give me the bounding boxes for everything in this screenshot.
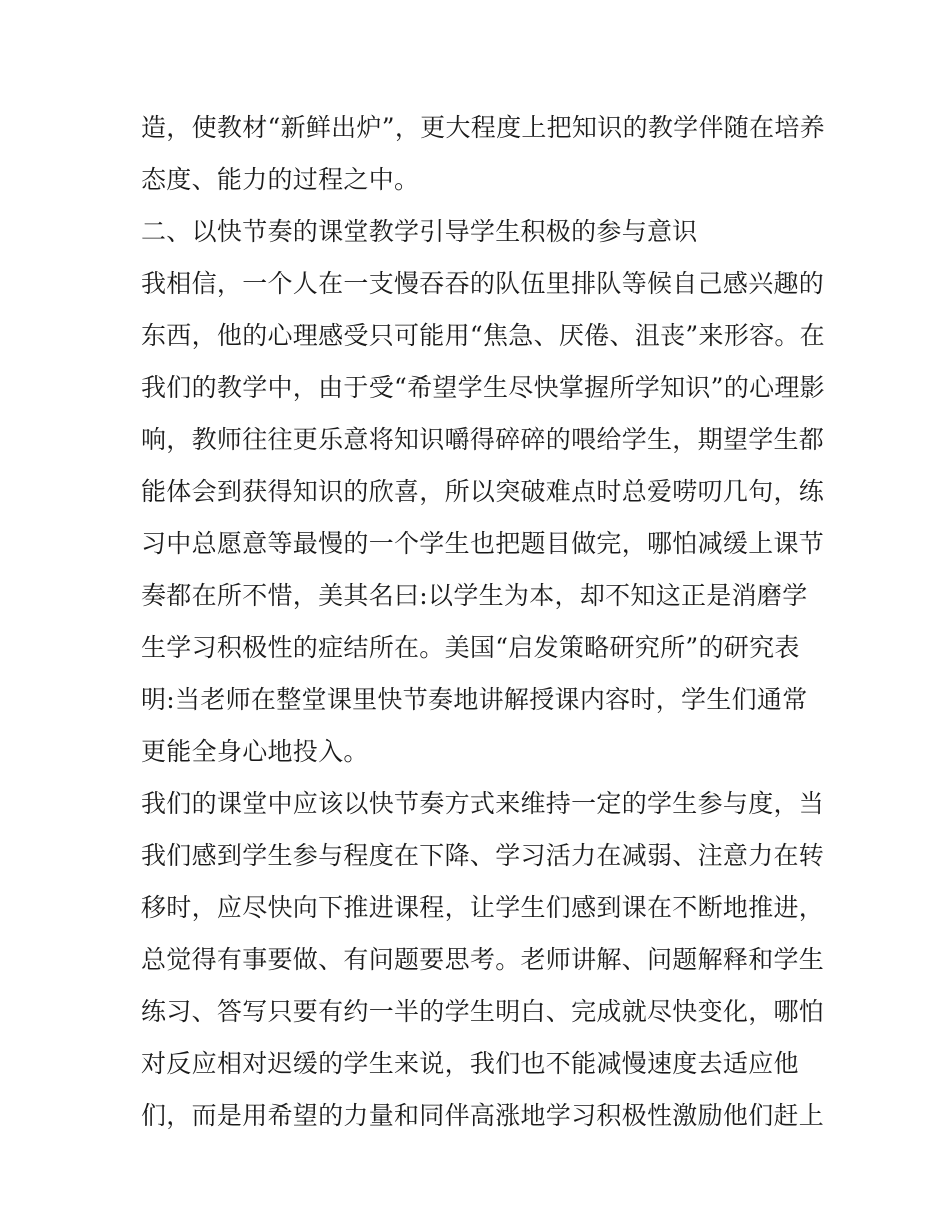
text-line: 响，教师往往更乐意将知识嚼得碎碎的喂给学生，期望学生都 (141, 425, 825, 454)
text-line: 们，而是用希望的力量和同伴高涨地学习积极性激励他们赶上 (141, 1101, 825, 1130)
text-line: 明:当老师在整堂课里快节奏地讲解授课内容时，学生们通常 (141, 685, 808, 714)
section-heading: 二、以快节奏的课堂教学引导学生积极的参与意识 (141, 217, 698, 246)
text-line: 我们的教学中，由于受“希望学生尽快掌握所学知识”的心理影 (141, 373, 825, 402)
text-line: 造，使教材“新鲜出炉”，更大程度上把知识的教学伴随在培养 (141, 113, 825, 142)
text-line: 态度、能力的过程之中。 (141, 165, 420, 194)
text-line: 习中总愿意等最慢的一个学生也把题目做完，哪怕减缓上课节 (141, 529, 825, 558)
text-line: 东西，他的心理感受只可能用“焦急、厌倦、沮丧”来形容。在 (141, 321, 825, 350)
text-line: 对反应相对迟缓的学生来说，我们也不能减慢速度去适应他 (141, 1049, 799, 1078)
text-line: 更能全身心地投入。 (141, 737, 369, 766)
text-line: 奏都在所不惜，美其名曰:以学生为本，却不知这正是消磨学 (141, 581, 808, 610)
text-line: 我相信，一个人在一支慢吞吞的队伍里排队等候自己感兴趣的 (141, 269, 825, 298)
text-line: 我们感到学生参与程度在下降、学习活力在减弱、注意力在转 (141, 841, 825, 870)
text-line: 移时，应尽快向下推进课程，让学生们感到课在不断地推进， (141, 893, 825, 922)
text-line: 生学习积极性的症结所在。美国“启发策略研究所”的研究表 (141, 633, 800, 662)
text-line: 能体会到获得知识的欣喜，所以突破难点时总爱唠叨几句，练 (141, 477, 825, 506)
text-line: 我们的课堂中应该以快节奏方式来维持一定的学生参与度，当 (141, 789, 825, 818)
text-line: 总觉得有事要做、有问题要思考。老师讲解、问题解释和学生 (141, 945, 825, 974)
text-line: 练习、答写只要有约一半的学生明白、完成就尽快变化，哪怕 (141, 997, 825, 1026)
